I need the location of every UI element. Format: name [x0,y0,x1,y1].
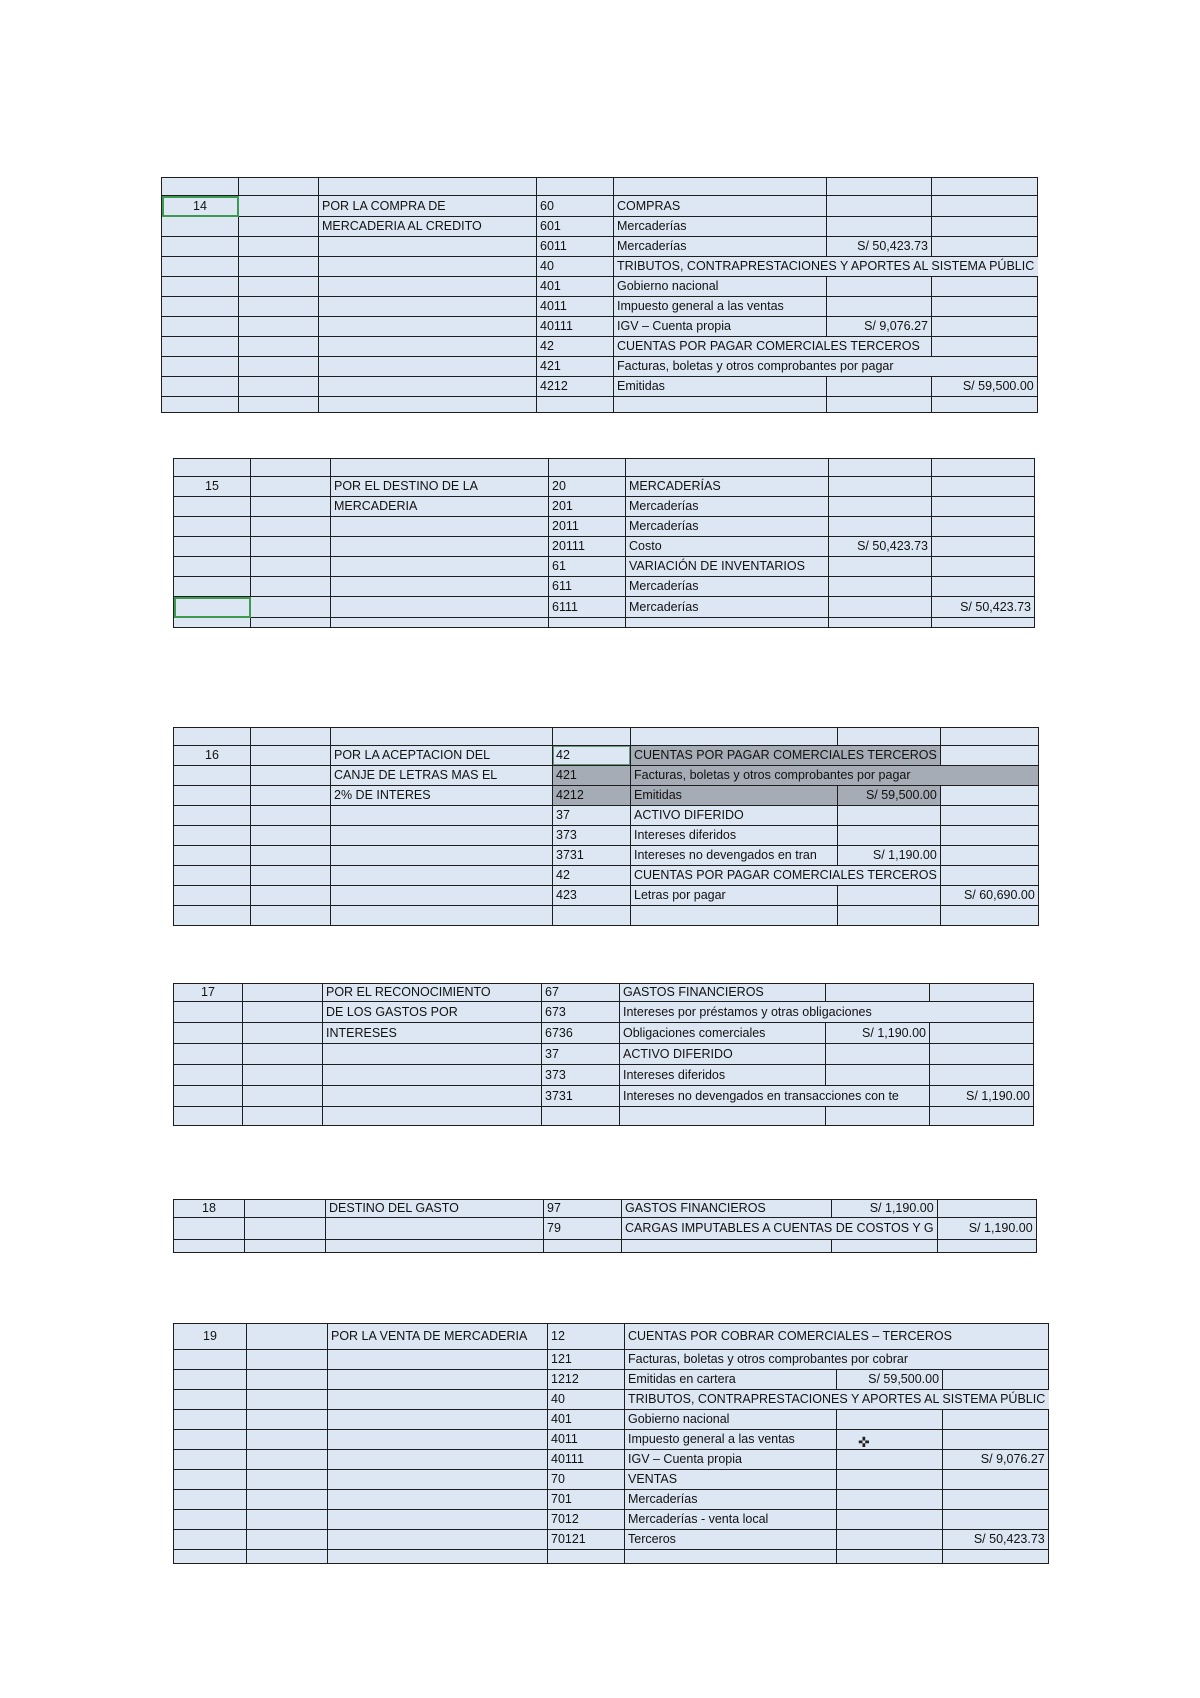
account-name[interactable]: Mercaderías - venta local [625,1510,837,1530]
account-code[interactable]: 3731 [553,846,631,866]
account-code[interactable]: 42 [537,337,614,357]
account-name[interactable]: TRIBUTOS, CONTRAPRESTACIONES Y APORTES AL SISTEMA PÚBLIC [614,257,1038,277]
credit-amount[interactable] [943,1410,1049,1430]
entry-description[interactable]: MERCADERIA [331,497,549,517]
account-name[interactable]: ACTIVO DIFERIDO [631,806,838,826]
account-code[interactable]: 601 [537,217,614,237]
entry-description[interactable]: CANJE DE LETRAS MAS EL [331,766,553,786]
account-code[interactable]: 7012 [548,1510,625,1530]
account-name[interactable]: Impuesto general a las ventas [614,297,827,317]
account-name[interactable]: Emitidas en cartera [625,1370,837,1390]
debit-amount[interactable] [826,277,931,297]
account-name[interactable]: Terceros [625,1530,837,1550]
account-name[interactable]: IGV – Cuenta propia [625,1450,837,1470]
account-name[interactable]: MERCADERÍAS [626,477,829,497]
account-name[interactable]: Impuesto general a las ventas [625,1430,837,1450]
debit-amount[interactable]: S/ 1,190.00 [837,846,940,866]
credit-amount[interactable]: S/ 50,423.73 [943,1530,1049,1550]
account-code[interactable]: 3731 [542,1086,620,1107]
entry-description[interactable]: POR EL DESTINO DE LA [331,477,549,497]
account-code[interactable]: 97 [544,1200,622,1218]
account-name[interactable]: Mercaderías [626,597,829,618]
account-name[interactable]: CARGAS IMPUTABLES A CUENTAS DE COSTOS Y G [622,1218,938,1240]
entry-number[interactable]: 17 [174,984,243,1002]
credit-amount[interactable] [932,277,1038,297]
debit-amount[interactable] [837,1450,943,1470]
account-code[interactable]: 701 [548,1490,625,1510]
account-code[interactable]: 67 [542,984,620,1002]
credit-amount[interactable] [932,297,1038,317]
entry-description[interactable]: INTERESES [323,1023,542,1044]
debit-amount[interactable] [829,517,932,537]
account-name[interactable]: Facturas, boletas y otros comprobantes por pagar [631,766,1039,786]
credit-amount[interactable] [940,746,1038,766]
debit-amount[interactable] [837,826,940,846]
credit-amount[interactable]: S/ 1,190.00 [930,1086,1034,1107]
credit-amount[interactable] [932,237,1038,257]
account-name[interactable]: Costo [626,537,829,557]
entry-description[interactable]: POR LA COMPRA DE [319,196,537,217]
credit-amount[interactable] [930,1065,1034,1086]
account-code[interactable]: 61 [549,557,626,577]
account-name[interactable]: Intereses diferidos [620,1065,826,1086]
account-code[interactable]: 4011 [537,297,614,317]
crosshair-cursor-icon: ✜ [858,1434,870,1450]
ledger-table [173,1199,1037,1253]
credit-amount[interactable] [940,866,1038,886]
entry-description[interactable]: 2% DE INTERES [331,786,553,806]
entry-description[interactable]: DE LOS GASTOS POR [323,1002,542,1023]
account-name[interactable]: Intereses diferidos [631,826,838,846]
credit-amount[interactable] [940,846,1038,866]
debit-amount[interactable] [826,984,930,1002]
account-name[interactable]: Mercaderías [614,237,827,257]
account-code[interactable]: 6011 [537,237,614,257]
ledger-table [173,458,1035,628]
debit-amount[interactable] [829,557,932,577]
credit-amount[interactable] [943,1470,1049,1490]
credit-amount[interactable] [937,1200,1036,1218]
account-code[interactable]: 40 [548,1390,625,1410]
entry-number[interactable]: 19 [174,1324,247,1350]
debit-amount[interactable] [837,1510,943,1530]
account-name[interactable]: CUENTAS POR COBRAR COMERCIALES – TERCEROS [625,1324,1049,1350]
account-name[interactable]: Intereses no devengados en transacciones con te [620,1086,930,1107]
account-code[interactable]: 20 [549,477,626,497]
account-name[interactable]: Gobierno nacional [625,1410,837,1430]
ledger-table [161,177,1038,413]
credit-amount[interactable] [940,806,1038,826]
credit-amount[interactable] [940,786,1038,806]
credit-amount[interactable] [932,497,1035,517]
account-code[interactable]: 20111 [549,537,626,557]
account-code[interactable]: 421 [537,357,614,377]
debit-amount[interactable] [837,1430,943,1450]
debit-amount[interactable] [829,597,932,618]
journal-entry-15 [173,458,1035,628]
account-code[interactable]: 12 [548,1324,625,1350]
ledger-table [173,727,1039,926]
debit-amount[interactable] [837,806,940,826]
account-code[interactable]: 70121 [548,1530,625,1550]
debit-amount[interactable] [826,196,931,217]
account-name[interactable]: Mercaderías [625,1490,837,1510]
debit-amount[interactable] [837,886,940,906]
debit-amount[interactable] [829,497,932,517]
credit-amount[interactable] [930,984,1034,1002]
debit-amount[interactable]: S/ 50,423.73 [826,237,931,257]
account-name[interactable]: Emitidas [631,786,838,806]
ledger-table [173,1323,1049,1564]
account-name[interactable]: COMPRAS [614,196,827,217]
account-code[interactable]: 4011 [548,1430,625,1450]
account-name[interactable]: Emitidas [614,377,827,397]
credit-amount[interactable]: S/ 50,423.73 [932,597,1035,618]
account-code[interactable]: 79 [544,1218,622,1240]
selected-cell[interactable] [174,597,251,618]
account-code[interactable]: 4212 [537,377,614,397]
credit-amount[interactable] [932,477,1035,497]
credit-amount[interactable] [930,1044,1034,1065]
debit-amount[interactable]: S/ 1,190.00 [826,1023,930,1044]
entry-number[interactable]: 15 [174,477,251,497]
debit-amount[interactable] [829,477,932,497]
account-code[interactable]: 40111 [537,317,614,337]
credit-amount[interactable] [932,317,1038,337]
debit-amount[interactable] [829,577,932,597]
credit-amount[interactable] [943,1490,1049,1510]
journal-entry-16 [173,727,1039,926]
debit-amount[interactable] [837,1490,943,1510]
account-code[interactable]: 401 [537,277,614,297]
account-name[interactable]: Mercaderías [626,517,829,537]
account-code[interactable]: 611 [549,577,626,597]
debit-amount[interactable] [826,1044,930,1065]
account-name[interactable]: Obligaciones comerciales [620,1023,826,1044]
credit-amount[interactable]: S/ 1,190.00 [937,1218,1036,1240]
account-name[interactable]: CUENTAS POR PAGAR COMERCIALES TERCEROS [631,746,941,766]
credit-amount[interactable] [932,577,1035,597]
debit-amount[interactable] [826,217,931,237]
account-name[interactable]: ACTIVO DIFERIDO [620,1044,826,1065]
entry-description[interactable]: POR EL RECONOCIMIENTO [323,984,542,1002]
entry-description[interactable]: POR LA ACEPTACION DEL [331,746,553,766]
journal-entry-18 [173,1199,1037,1253]
entry-number[interactable]: 18 [174,1200,245,1218]
debit-amount[interactable] [826,1065,930,1086]
account-name[interactable]: Facturas, boletas y otros comprobantes por cobrar [625,1350,1049,1370]
debit-amount[interactable] [826,297,931,317]
account-code[interactable]: 2011 [549,517,626,537]
account-name[interactable]: Letras por pagar [631,886,838,906]
debit-amount[interactable] [837,1410,943,1430]
journal-entry-19 [173,1323,1049,1564]
account-code[interactable]: 40 [537,257,614,277]
account-name[interactable]: CUENTAS POR PAGAR COMERCIALES TERCEROS [614,337,932,357]
account-code[interactable]: 401 [548,1410,625,1430]
credit-amount[interactable] [943,1510,1049,1530]
debit-amount[interactable]: S/ 59,500.00 [837,786,940,806]
entry-number[interactable]: 14 [162,196,239,217]
journal-entry-17 [173,983,1034,1126]
entry-description[interactable]: DESTINO DEL GASTO [326,1200,544,1218]
account-name[interactable]: GASTOS FINANCIEROS [620,984,826,1002]
account-name[interactable]: Intereses por préstamos y otras obligaciones [620,1002,1034,1023]
account-name[interactable]: Gobierno nacional [614,277,827,297]
account-name[interactable]: IGV – Cuenta propia [614,317,827,337]
account-code[interactable]: 37 [553,806,631,826]
account-code[interactable]: 40111 [548,1450,625,1470]
account-name[interactable]: CUENTAS POR PAGAR COMERCIALES TERCEROS [631,866,941,886]
credit-amount[interactable] [943,1370,1049,1390]
account-code[interactable]: 37 [542,1044,620,1065]
account-name[interactable]: TRIBUTOS, CONTRAPRESTACIONES Y APORTES AL SISTEMA PÚBLIC [625,1390,1049,1410]
account-name[interactable]: Intereses no devengados en tran [631,846,838,866]
credit-amount[interactable] [932,517,1035,537]
credit-amount[interactable] [932,557,1035,577]
account-name[interactable]: Mercaderías [626,577,829,597]
entry-description[interactable]: POR LA VENTA DE MERCADERIA [328,1324,548,1350]
account-code[interactable]: 70 [548,1470,625,1490]
account-code[interactable]: 6111 [549,597,626,618]
credit-amount[interactable] [932,217,1038,237]
account-code[interactable]: 60 [537,196,614,217]
entry-description[interactable]: MERCADERIA AL CREDITO [319,217,537,237]
credit-amount[interactable] [932,196,1038,217]
debit-amount[interactable]: S/ 9,076.27 [826,317,931,337]
account-code[interactable]: 121 [548,1350,625,1370]
credit-amount[interactable] [940,826,1038,846]
account-code[interactable]: 373 [553,826,631,846]
account-code[interactable]: 421 [553,766,631,786]
debit-amount[interactable] [837,1470,943,1490]
account-code[interactable]: 1212 [548,1370,625,1390]
account-code[interactable]: 42 [553,866,631,886]
credit-amount[interactable]: S/ 60,690.00 [940,886,1038,906]
journal-entry-14 [161,177,1038,413]
debit-amount[interactable]: S/ 1,190.00 [831,1200,937,1218]
account-code[interactable]: 423 [553,886,631,906]
entry-number[interactable]: 16 [174,746,251,766]
account-code[interactable]: 42 [553,746,631,766]
account-name[interactable]: VARIACIÓN DE INVENTARIOS [626,557,829,577]
account-code[interactable]: 373 [542,1065,620,1086]
debit-amount[interactable]: S/ 50,423.73 [829,537,932,557]
account-code[interactable]: 6736 [542,1023,620,1044]
account-name[interactable]: GASTOS FINANCIEROS [622,1200,832,1218]
account-name[interactable]: VENTAS [625,1470,837,1490]
credit-amount[interactable] [932,337,1038,357]
debit-amount[interactable] [826,377,931,397]
credit-amount[interactable]: S/ 59,500.00 [932,377,1038,397]
account-name[interactable]: Facturas, boletas y otros comprobantes por pagar [614,357,1038,377]
debit-amount[interactable]: S/ 59,500.00 [837,1370,943,1390]
credit-amount[interactable] [932,537,1035,557]
account-code[interactable]: 201 [549,497,626,517]
debit-amount[interactable] [837,1530,943,1550]
ledger-table [173,983,1034,1126]
account-code[interactable]: 673 [542,1002,620,1023]
account-name[interactable]: Mercaderías [626,497,829,517]
account-code[interactable]: 4212 [553,786,631,806]
credit-amount[interactable] [930,1023,1034,1044]
credit-amount[interactable] [943,1430,1049,1450]
credit-amount[interactable]: S/ 9,076.27 [943,1450,1049,1470]
account-name[interactable]: Mercaderías [614,217,827,237]
